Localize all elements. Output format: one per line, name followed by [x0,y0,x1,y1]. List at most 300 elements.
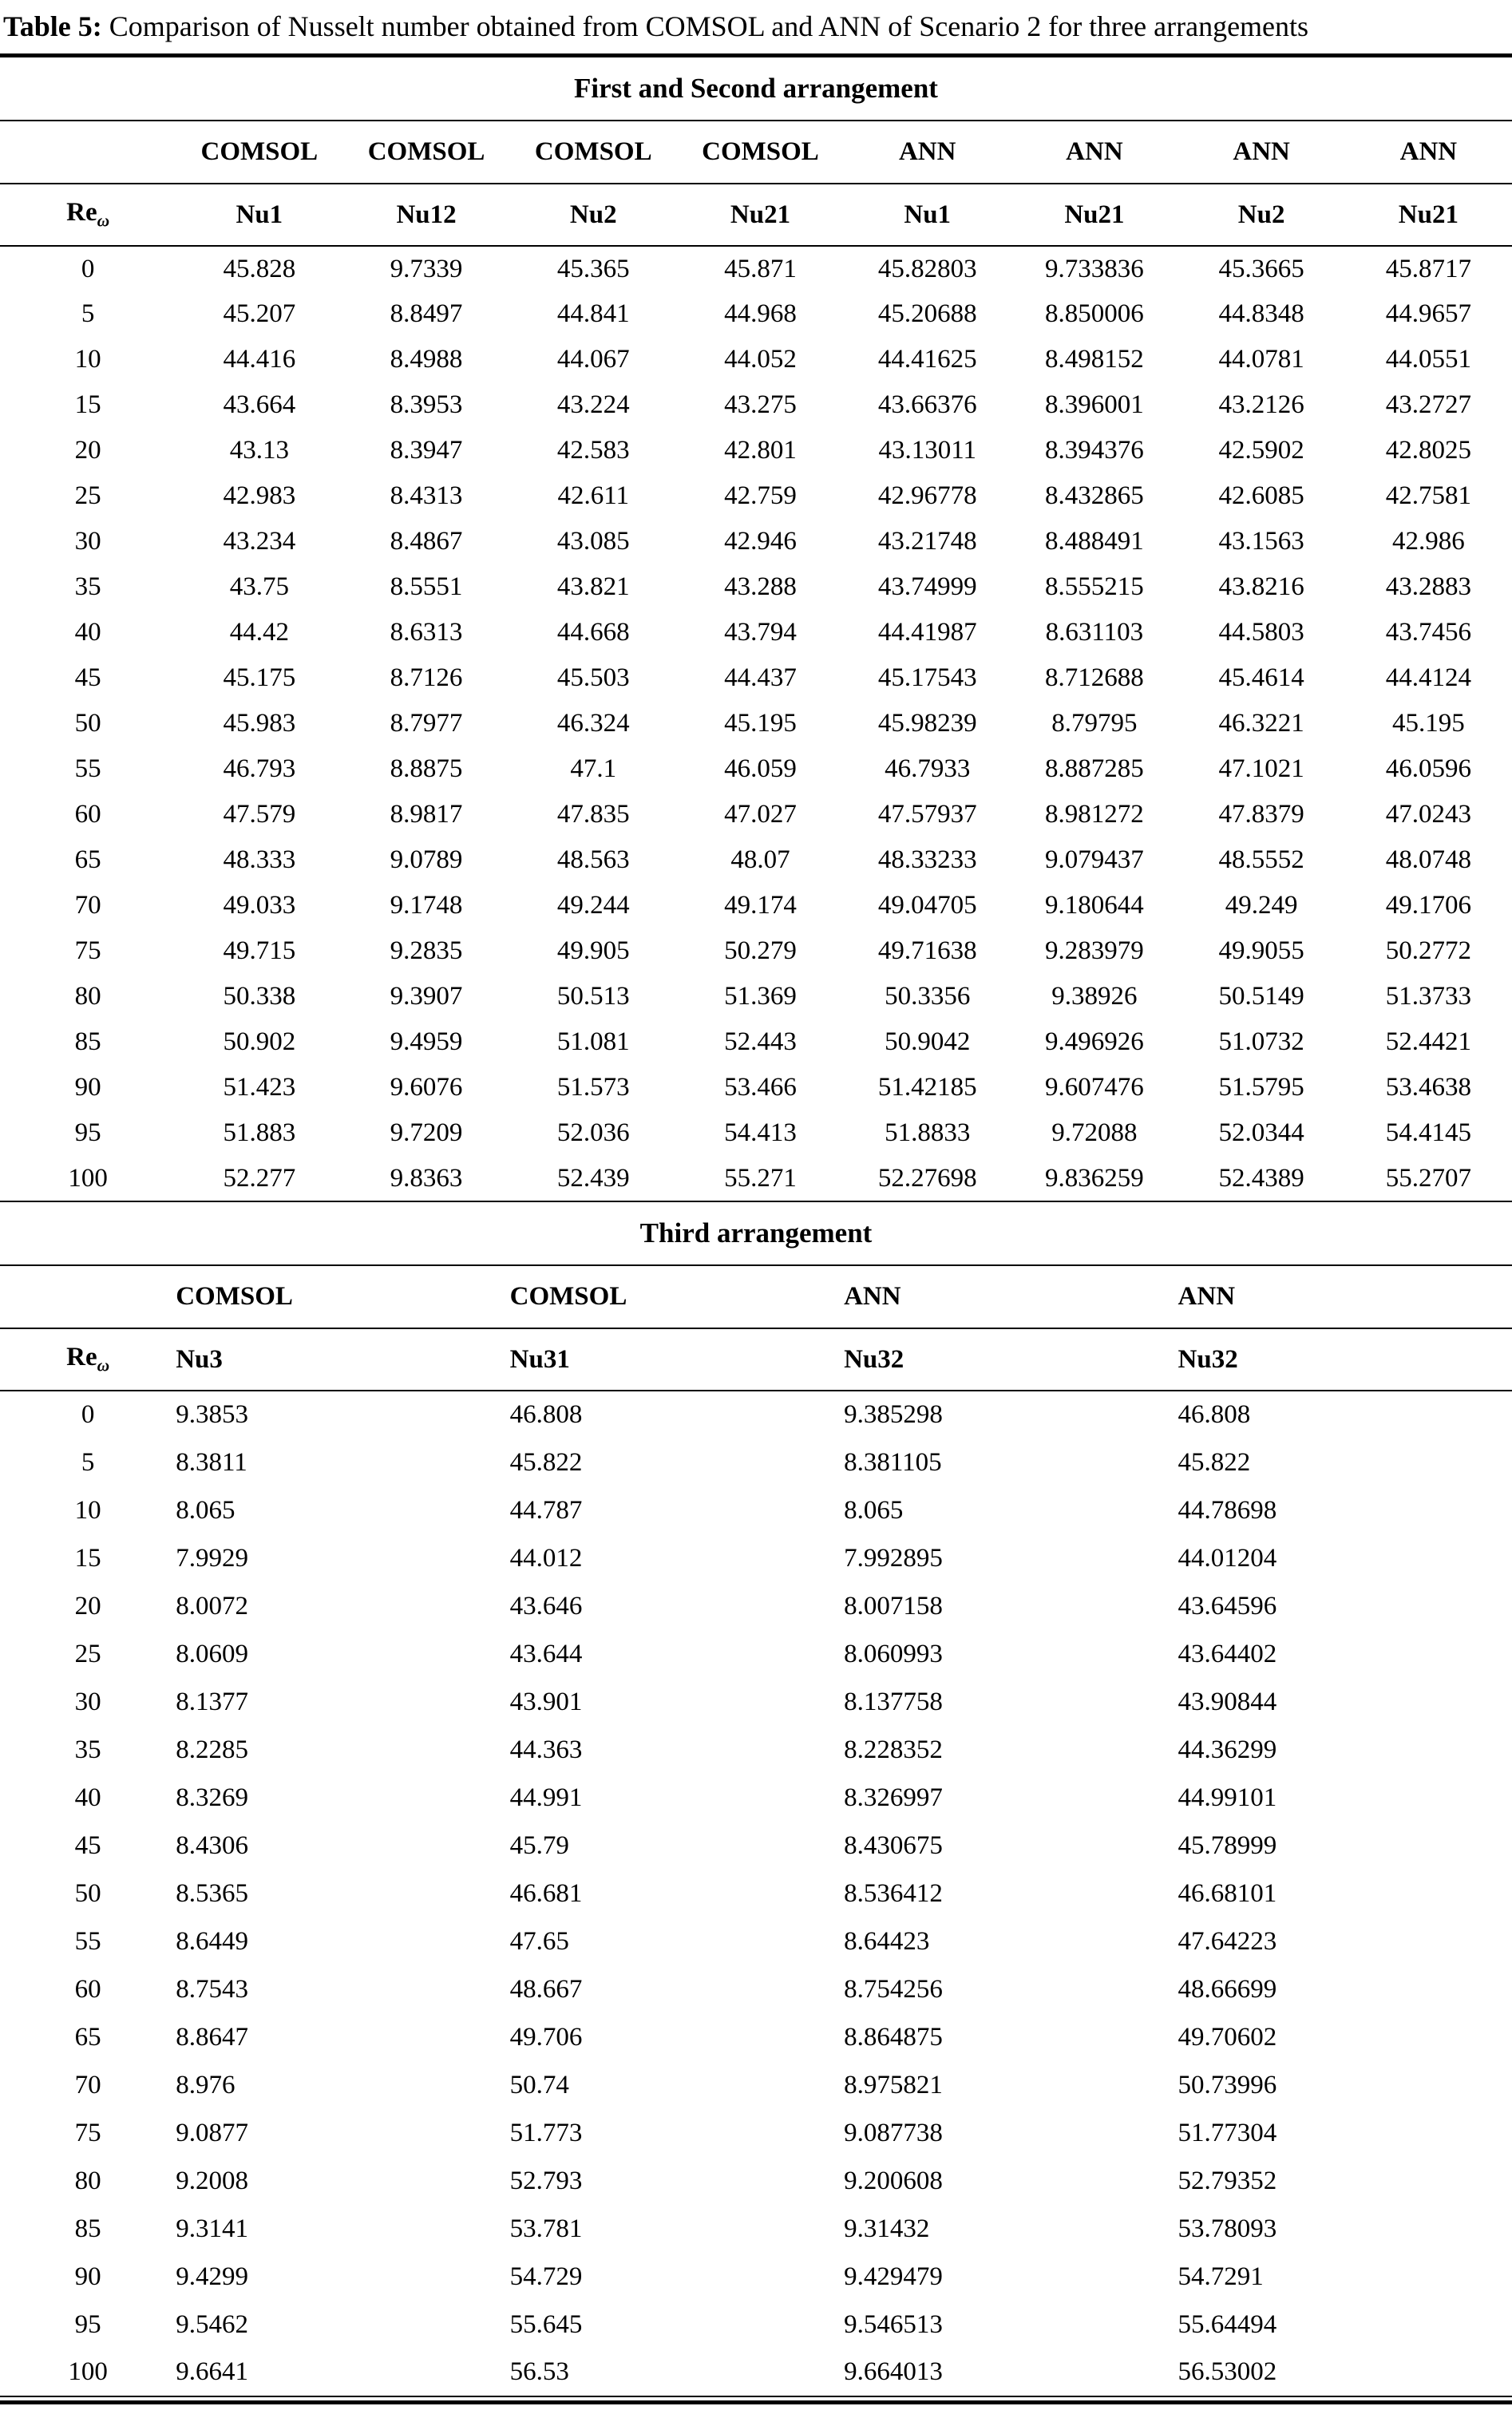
col-header-nu21: Nu21 [1011,184,1178,246]
group-header-ann: ANN [844,1266,1178,1328]
cell-re-value: 45 [74,663,101,693]
cell-value: 48.563 [556,845,630,875]
cell-value: 45.195 [1392,709,1465,738]
cell-value: 51.423 [223,1073,296,1102]
cell-value: 9.38926 [1051,982,1138,1011]
cell-value: 8.5551 [390,572,463,602]
cell-value: 44.01204 [1178,1543,1277,1573]
cell-value: 9.3907 [390,982,463,1011]
col-header-re: $Re_\omega$ [0,1328,176,1391]
cell-value: 9.664013 [844,2349,1178,2396]
cell-value: 43.085 [556,527,630,556]
cell-value: 45.8717 [1385,254,1471,283]
cell-value: 50.5149 [1218,982,1304,1011]
group-header-comsol: COMSOL [510,121,677,184]
cell-value: 43.13 [229,436,289,465]
cell-value: 9.079437 [1045,845,1144,875]
cell-value: 44.78698 [1178,1495,1277,1525]
cell-value: 8.8875 [390,754,463,784]
cell-re-value: 50 [74,709,101,738]
cell-value: 7.9929 [176,1543,248,1573]
cell-value: 43.74999 [877,572,977,602]
group-header-ann: ANN [1178,1266,1512,1328]
cell-value: 8.7977 [390,709,463,738]
data-row [0,564,1512,610]
table-body [0,246,1512,1201]
cell-value: 44.067 [556,345,630,374]
cell-value: 9.2008 [176,2166,248,2195]
cell-re-value: 60 [74,1974,101,2004]
data-row [0,382,1512,428]
cell-value: 45.82803 [877,254,977,283]
cell-value: 9.200608 [844,2166,943,2195]
cell-value: 43.901 [509,1687,583,1716]
cell-value: 43.794 [724,618,797,647]
cell-value: 8.976 [176,2070,236,2099]
cell-re-value: 0 [81,1400,95,1430]
cell-value: 8.065 [176,1495,236,1525]
cell-value: 47.579 [223,800,296,829]
cell-value: 8.3811 [176,1447,247,1477]
cell-value: 8.3269 [176,1783,248,1812]
group-header-empty [0,1266,176,1328]
col-header-nu2: Nu2 [1178,184,1345,246]
cell-value: 43.13011 [878,436,976,465]
cell-value: 43.8216 [1218,572,1304,602]
cell-value: 8.5365 [176,1878,248,1908]
data-row [0,1630,1512,1678]
group-header-comsol: COMSOL [176,1266,509,1328]
cell-value: 52.27698 [844,1156,1011,1201]
cell-value: 9.180644 [1045,891,1144,920]
cell-value: 9.7339 [390,254,463,283]
table-caption-text: Comparison of Nusselt number obtained from COMSOL and ANN of Scenario 2 for three arrangements [101,10,1309,42]
data-row [0,1534,1512,1582]
cell-value: 43.275 [724,390,797,420]
table-head [0,1266,1512,1391]
cell-value: 8.4313 [390,481,463,511]
cell-value: 8.7543 [176,1974,248,2004]
cell-value: 52.036 [556,1118,630,1148]
data-row [0,1156,1512,1201]
cell-re-value: 75 [74,936,101,966]
cell-value: 8.64423 [844,1926,930,1956]
group-header-ann: ANN [1345,121,1512,184]
cell-value: 42.8025 [1385,436,1471,465]
cell-value: 47.027 [724,800,797,829]
cell-re-value: 30 [74,527,101,556]
cell-value: 8.7126 [390,663,463,693]
cell-value: 50.73996 [1178,2070,1277,2099]
cell-value: 44.0781 [1218,345,1304,374]
data-row [0,519,1512,564]
cell-value: 44.9657 [1385,299,1471,329]
cell-value: 49.174 [724,891,797,920]
cell-value: 8.6313 [390,618,463,647]
cell-value: 44.052 [724,345,797,374]
cell-value: 45.78999 [1178,1830,1277,1860]
cell-value: 42.986 [1392,527,1465,556]
cell-value: 44.41625 [877,345,977,374]
cell-value: 8.1377 [176,1687,248,1716]
cell-value: 44.437 [724,663,797,693]
cell-value: 46.3221 [1218,709,1304,738]
cell-value: 51.573 [556,1073,630,1102]
cell-value: 42.611 [557,481,630,511]
cell-re-value: 50 [74,1878,101,1908]
col-header-nu31: Nu31 [510,1328,844,1391]
table-caption-label: Table 5: [3,10,102,42]
cell-value: 46.324 [556,709,630,738]
cell-value: 8.754256 [844,1974,943,2004]
data-row [0,928,1512,974]
cell-value: 9.087738 [844,2118,943,2147]
cell-value: 9.0877 [176,2118,248,2147]
third-arrangement-table [0,1266,1512,2397]
cell-re-value: 70 [74,2070,101,2099]
cell-value: 8.394376 [1045,436,1144,465]
cell-value: 9.4959 [390,1027,463,1057]
group-header-ann: ANN [1178,121,1345,184]
cell-value: 45.195 [724,709,797,738]
cell-re-value: 95 [74,1118,101,1148]
cell-value: 50.902 [223,1027,296,1057]
data-row [0,2157,1512,2205]
cell-value: 51.883 [223,1118,296,1148]
cell-value: 45.20688 [877,299,977,329]
cell-value: 43.2126 [1218,390,1304,420]
cell-value: 47.57937 [877,800,977,829]
cell-value: 45.3665 [1218,254,1304,283]
cell-value: 42.946 [724,527,797,556]
cell-value: 52.277 [176,1156,342,1201]
cell-value: 45.98239 [877,709,977,738]
data-row [0,1917,1512,1965]
cell-re-value: 20 [74,1591,101,1621]
cell-re-value: 65 [74,2022,101,2052]
cell-re-value: 0 [81,254,95,283]
cell-value: 9.283979 [1045,936,1144,966]
cell-re-value: 10 [74,345,101,374]
cell-value: 8.712688 [1045,663,1144,693]
cell-value: 8.0072 [176,1591,248,1621]
data-row [0,1678,1512,1726]
cell-value: 43.66376 [877,390,977,420]
cell-value: 9.429479 [844,2262,943,2291]
cell-value: 45.983 [223,709,296,738]
cell-value: 51.3733 [1385,982,1471,1011]
cell-value: 45.17543 [877,663,977,693]
cell-value: 49.71638 [877,936,977,966]
group-header-ann: ANN [1011,121,1178,184]
cell-re-value: 10 [74,1495,101,1525]
col-header-nu1: Nu1 [844,184,1011,246]
cell-value: 9.496926 [1045,1027,1144,1057]
cell-re-value: 95 [74,2309,101,2339]
cell-value: 46.808 [509,1400,583,1430]
cell-value: 42.983 [223,481,296,511]
cell-value: 44.012 [509,1543,583,1573]
cell-re-value: 90 [74,1073,101,1102]
data-row [0,1822,1512,1870]
cell-value: 45.175 [223,663,296,693]
data-row [0,746,1512,792]
cell-re-value: 40 [74,618,101,647]
cell-value: 9.3141 [176,2214,248,2243]
cell-value: 45.365 [556,254,630,283]
cell-value: 9.0789 [390,845,463,875]
cell-value: 46.68101 [1178,1878,1277,1908]
cell-value: 48.66699 [1178,1974,1277,2004]
cell-value: 48.333 [223,845,296,875]
cell-value: 51.773 [509,2118,583,2147]
cell-re-value: 80 [74,982,101,1011]
col-header-nu12: Nu12 [342,184,509,246]
data-row [0,1439,1512,1486]
cell-value: 8.0609 [176,1639,248,1668]
cell-re-value: 60 [74,800,101,829]
cell-value: 45.207 [223,299,296,329]
cell-value: 8.3947 [390,436,463,465]
col-header-nu21: Nu21 [1345,184,1512,246]
data-row [0,291,1512,337]
bottom-rule [0,2400,1512,2404]
cell-value: 8.555215 [1045,572,1144,602]
data-row [0,883,1512,928]
cell-value: 9.8363 [342,1156,509,1201]
cell-value: 8.137758 [844,1687,943,1716]
cell-value: 46.808 [1178,1400,1251,1430]
data-row [0,1391,1512,1439]
cell-value: 49.244 [556,891,630,920]
data-row [0,2205,1512,2253]
cell-re-value: 15 [74,390,101,420]
group-header-empty [0,121,176,184]
data-row [0,2301,1512,2349]
cell-value: 8.396001 [1045,390,1144,420]
cell-value: 48.33233 [877,845,977,875]
table-caption [0,0,1512,53]
cell-value: 9.2835 [390,936,463,966]
cell-value: 8.8647 [176,2022,248,2052]
cell-value: 54.413 [724,1118,797,1148]
cell-re-value: 100 [0,1156,176,1201]
cell-re-value: 85 [74,1027,101,1057]
data-row [0,974,1512,1019]
cell-value: 45.822 [1178,1447,1251,1477]
cell-value: 44.841 [556,299,630,329]
data-row [0,2109,1512,2157]
header-row-columns [0,1328,1512,1391]
data-row [0,701,1512,746]
col-header-nu2: Nu2 [510,184,677,246]
cell-re-value: 25 [74,481,101,511]
cell-value: 43.644 [509,1639,583,1668]
cell-value: 43.288 [724,572,797,602]
data-row [0,1726,1512,1774]
cell-value: 44.991 [509,1783,583,1812]
cell-re-value: 55 [74,754,101,784]
cell-value: 48.0748 [1385,845,1471,875]
cell-value: 51.8833 [885,1118,971,1148]
cell-value: 50.74 [509,2070,569,2099]
cell-re-value: 35 [74,572,101,602]
group-header-comsol: COMSOL [677,121,844,184]
cell-value: 50.338 [223,982,296,1011]
cell-value: 48.07 [730,845,790,875]
cell-value: 9.3853 [176,1400,248,1430]
group-header-ann: ANN [844,121,1011,184]
cell-value: 8.2285 [176,1735,248,1764]
cell-value: 8.9817 [390,800,463,829]
cell-re-value: 35 [74,1735,101,1764]
cell-value: 46.681 [509,1878,583,1908]
cell-re-value: 5 [81,299,95,329]
cell-value: 45.828 [223,254,296,283]
cell-value: 8.864875 [844,2022,943,2052]
data-row [0,1110,1512,1156]
cell-value: 53.4638 [1385,1073,1471,1102]
cell-value: 9.72088 [1051,1118,1138,1148]
cell-value: 42.96778 [877,481,977,511]
cell-value: 43.2727 [1385,390,1471,420]
cell-value: 9.7209 [390,1118,463,1148]
cell-value: 44.968 [724,299,797,329]
cell-value: 45.822 [509,1447,583,1477]
cell-value: 44.8348 [1218,299,1304,329]
cell-value: 49.1706 [1385,891,1471,920]
cell-value: 51.0732 [1218,1027,1304,1057]
data-row [0,1486,1512,1534]
cell-value: 51.77304 [1178,2118,1277,2147]
cell-value: 43.224 [556,390,630,420]
cell-value: 8.007158 [844,1591,943,1621]
data-row [0,1582,1512,1630]
cell-value: 8.981272 [1045,800,1144,829]
cell-value: 47.1 [570,754,617,784]
cell-value: 51.081 [556,1027,630,1057]
cell-value: 47.835 [556,800,630,829]
cell-value: 44.363 [509,1735,583,1764]
cell-value: 55.645 [509,2309,583,2339]
table-body [0,1391,1512,2396]
cell-value: 49.9055 [1218,936,1304,966]
cell-value: 45.4614 [1218,663,1304,693]
cell-value: 44.787 [509,1495,583,1525]
cell-value: 45.79 [509,1830,569,1860]
cell-value: 9.733836 [1045,254,1144,283]
section-title-third: Third arrangement [639,1217,873,1249]
cell-value: 43.1563 [1218,527,1304,556]
cell-re-value: 75 [74,2118,101,2147]
cell-value: 44.36299 [1178,1735,1277,1764]
cell-value: 42.7581 [1385,481,1471,511]
cell-value: 8.79795 [1051,709,1138,738]
cell-re-value: 70 [74,891,101,920]
cell-value: 8.6449 [176,1926,248,1956]
cell-re-value: 40 [74,1783,101,1812]
data-row [0,655,1512,701]
data-row [0,1019,1512,1065]
first-second-arrangement-table [0,121,1512,1202]
cell-value: 43.21748 [877,527,977,556]
cell-value: 43.234 [223,527,296,556]
cell-value: 9.546513 [844,2309,943,2339]
cell-value: 49.249 [1225,891,1298,920]
cell-value: 8.536412 [844,1878,943,1908]
data-row [0,2061,1512,2109]
cell-value: 44.42 [229,618,289,647]
cell-value: 43.64596 [1178,1591,1277,1621]
cell-value: 9.1748 [390,891,463,920]
cell-value: 9.6641 [176,2349,509,2396]
cell-value: 54.7291 [1178,2262,1264,2291]
cell-value: 55.2707 [1345,1156,1512,1201]
cell-value: 8.887285 [1045,754,1144,784]
cell-value: 54.4145 [1385,1118,1471,1148]
data-row [0,246,1512,291]
cell-value: 51.369 [724,982,797,1011]
cell-value: 43.64402 [1178,1639,1277,1668]
cell-value: 8.8497 [390,299,463,329]
cell-value: 52.439 [510,1156,677,1201]
cell-value: 8.4867 [390,527,463,556]
group-header-comsol: COMSOL [176,121,342,184]
data-row [0,1774,1512,1822]
cell-value: 9.5462 [176,2309,248,2339]
cell-value: 9.607476 [1045,1073,1144,1102]
col-header-nu21: Nu21 [677,184,844,246]
cell-value: 43.821 [556,572,630,602]
cell-value: 49.033 [223,891,296,920]
data-row [0,337,1512,382]
cell-value: 43.75 [229,572,289,602]
cell-value: 44.416 [223,345,296,374]
cell-re-value: 45 [74,1830,101,1860]
cell-value: 44.99101 [1178,1783,1277,1812]
cell-value: 47.65 [509,1926,569,1956]
group-header-comsol: COMSOL [510,1266,844,1328]
cell-value: 52.4421 [1385,1027,1471,1057]
header-row-groups [0,121,1512,184]
section-title-first-second: First and Second arrangement [574,73,938,105]
data-row [0,2013,1512,2061]
cell-value: 54.729 [509,2262,583,2291]
cell-value: 47.8379 [1218,800,1304,829]
cell-value: 44.668 [556,618,630,647]
cell-value: 52.4389 [1178,1156,1345,1201]
data-row [0,837,1512,883]
data-row [0,1965,1512,2013]
cell-value: 49.715 [223,936,296,966]
data-row [0,2253,1512,2301]
col-header-re: $Re_\omega$ [0,184,176,246]
cell-value: 8.326997 [844,1783,943,1812]
table-head [0,121,1512,246]
header-row-columns [0,184,1512,246]
data-row [0,792,1512,837]
cell-re-value: 30 [74,1687,101,1716]
cell-value: 48.5552 [1218,845,1304,875]
cell-value: 8.975821 [844,2070,943,2099]
cell-re-value: 80 [74,2166,101,2195]
cell-value: 53.781 [509,2214,583,2243]
cell-value: 9.31432 [844,2214,930,2243]
cell-value: 47.0243 [1385,800,1471,829]
cell-value: 43.90844 [1178,1687,1277,1716]
cell-value: 52.0344 [1218,1118,1304,1148]
cell-value: 42.801 [724,436,797,465]
